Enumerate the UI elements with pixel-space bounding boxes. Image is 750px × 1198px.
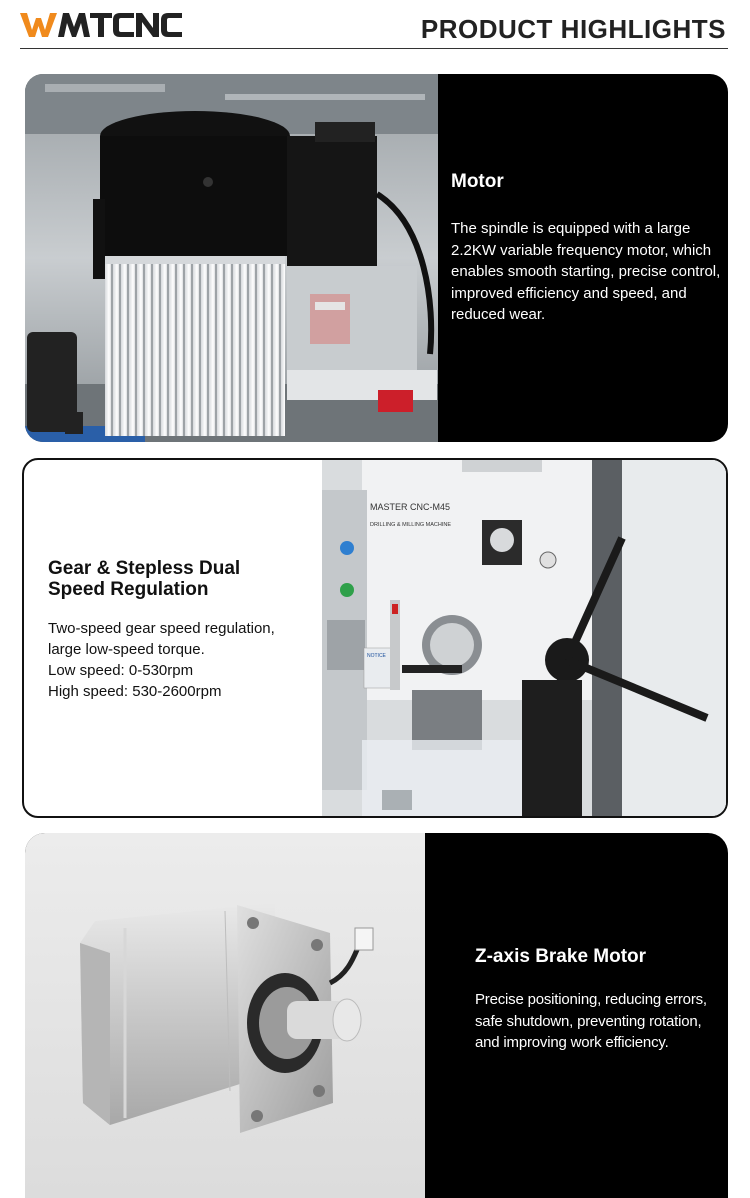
gear-speed-line-3: Low speed: 0-530rpm — [48, 662, 194, 679]
machine-label-notice: NOTICE — [367, 653, 386, 659]
brand-logo-mark — [20, 10, 182, 40]
gear-speed-line-2: large low-speed torque. — [48, 641, 205, 658]
gear-speed-line-1: Two-speed gear speed regulation, — [48, 620, 275, 637]
motor-text — [451, 170, 721, 326]
highlight-card-gear-speed — [22, 458, 728, 818]
header-divider — [20, 48, 728, 49]
gear-speed-description — [48, 618, 328, 702]
motor-photo — [25, 74, 438, 442]
gear-speed-heading: Gear & Stepless Dual Speed Regulation — [48, 558, 241, 600]
gear-speed-line-4: High speed: 530-2600rpm — [48, 683, 222, 700]
motor-heading: Motor — [451, 171, 504, 192]
brake-motor-text — [475, 945, 720, 1054]
brake-motor-heading: Z-axis Brake Motor — [475, 946, 647, 967]
machine-label-model: MASTER CNC-M45 — [370, 502, 451, 512]
milling-machine-photo — [322, 460, 726, 816]
page-header — [0, 0, 750, 52]
highlight-card-motor — [25, 74, 728, 442]
page-title: PRODUCT HIGHLIGHTS — [420, 14, 726, 44]
brake-motor-photo — [25, 833, 425, 1198]
brand-logo[interactable] — [20, 10, 182, 40]
machine-label-type: DRILLING & MILLING MACHINE — [370, 522, 451, 528]
gear-speed-text — [48, 558, 328, 702]
highlight-card-brake-motor — [25, 833, 728, 1198]
motor-description: The spindle is equipped with a large 2.2KW variable frequency motor, which enables smooth starting, precise control, improved efficiency and speed, and reduced wear. — [451, 220, 721, 323]
brake-motor-description: Precise positioning, reducing errors, safe shutdown, preventing rotation, and improving work efficiency. — [475, 991, 707, 1051]
